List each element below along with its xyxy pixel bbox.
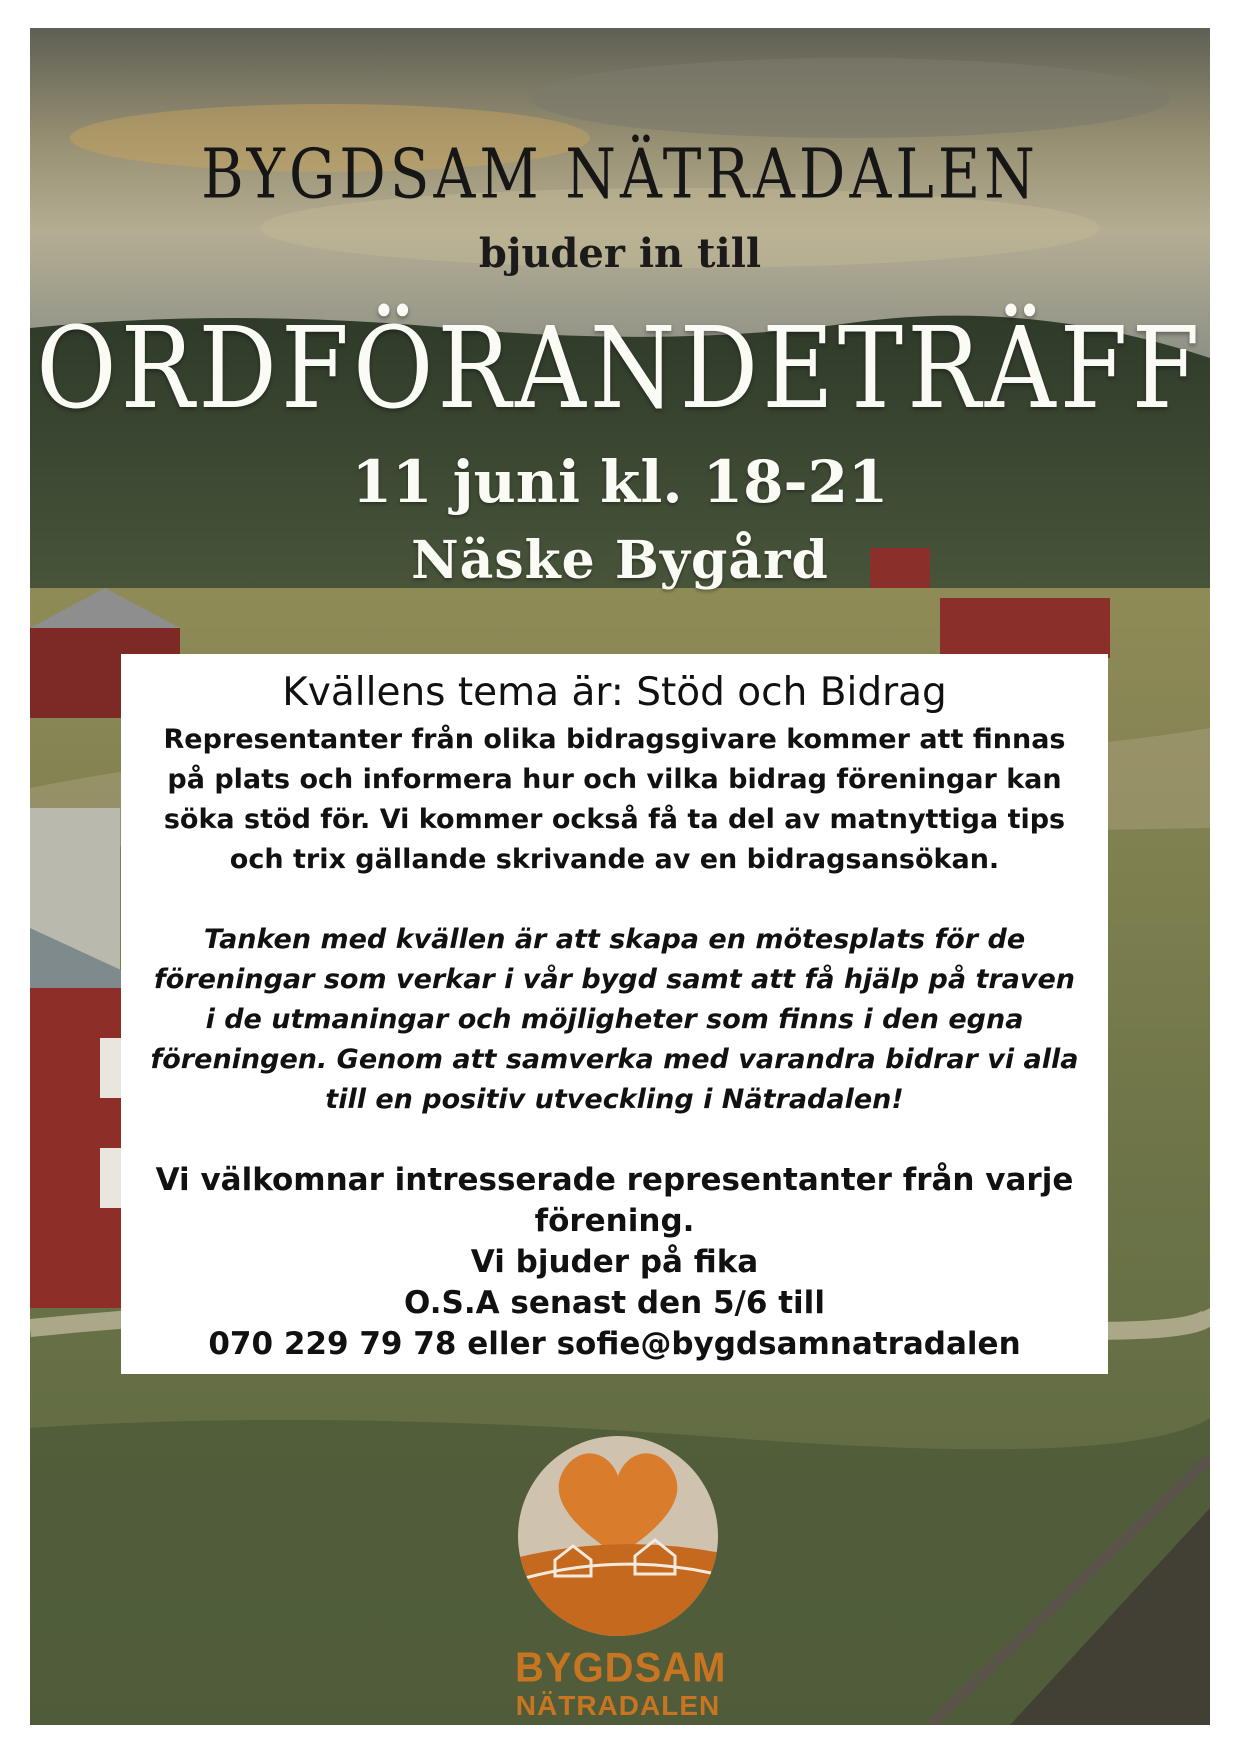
poster — [30, 28, 1210, 1725]
intro-paragraph: Representanter från olika bidragsgivare kommer att finnas på plats och informera hur och vilka bidrag föreningar kan söka stöd för. Vi kommer också få ta del av matnyttiga tips och trix gällande skrivande av en bidragsansökan. — [163, 724, 1066, 875]
event-location: Näske Bygård — [411, 530, 829, 591]
rsvp-line: O.S.A senast den 5/6 till — [404, 1285, 825, 1321]
event-title: ORDFÖRANDETRÄFF — [36, 303, 1204, 435]
invite-line: bjuder in till — [478, 230, 762, 277]
info-panel — [121, 654, 1108, 1374]
logo-text-top: BYGDSAM — [515, 1644, 727, 1692]
purpose-paragraph: Tanken med kvällen är att skapa en mötesplats för de föreningar som verkar i vår bygd samt att få hjälp på traven i de utmaningar och möjligheter som finns i den egna föreningen. Genom att samverka med varandra bidrar vi alla till en positiv utveckling i Nätradalen! — [150, 924, 1079, 1115]
logo-text-bottom: NÄTRADALEN — [515, 1690, 721, 1721]
welcome-paragraph: Vi välkomnar intresserade representanter från varje förening. — [155, 1162, 1074, 1239]
fika-line: Vi bjuder på fika — [470, 1244, 759, 1280]
organization-name: BYGDSAM NÄTRADALEN — [201, 133, 1039, 215]
organization-logo — [515, 1428, 727, 1725]
contact-line: 070 229 79 78 eller sofie@bygdsamnatradalen — [208, 1326, 1021, 1362]
theme-heading: Kvällens tema är: Stöd och Bidrag — [282, 670, 947, 715]
heart-houses-logo-icon — [515, 1428, 721, 1644]
event-date-time: 11 juni kl. 18-21 — [351, 448, 889, 516]
